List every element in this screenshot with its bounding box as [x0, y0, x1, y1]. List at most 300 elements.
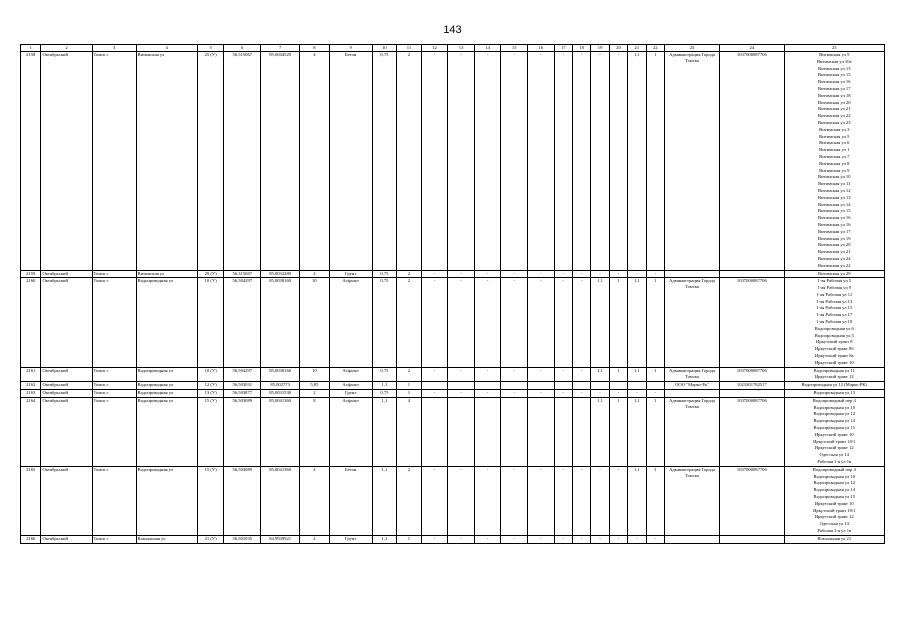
served-house-item: Иркутский тракт 10 [814, 359, 854, 365]
container-sites-table [20, 44, 885, 544]
column-number-cell: 18 [572, 45, 590, 52]
street-cell: Водопроводная ул [136, 382, 197, 390]
c16-cell: - [528, 270, 555, 278]
c20-cell: - [609, 270, 627, 278]
c16-cell: - [528, 367, 555, 382]
area-cell: 4 [300, 52, 330, 271]
house-number-cell: 12 (У) [197, 382, 224, 390]
c21-cell [628, 382, 646, 390]
served-house-item: Иркутский тракт 12 [814, 514, 854, 520]
surface-cell: Грунт [329, 535, 372, 543]
locality-cell: Томск г [92, 270, 136, 278]
c22-cell: - [646, 270, 664, 278]
house-number-cell: 15 (У) [197, 397, 224, 466]
surface-cell: Асфальт [329, 382, 372, 390]
ogrn-cell [720, 535, 784, 543]
column-number-cell: 11 [397, 45, 422, 52]
served-house-item: Витимская ул 16 [818, 79, 851, 85]
c18-cell: - [572, 535, 590, 543]
street-cell: Водопроводная ул [136, 278, 197, 367]
served-house-item: Витимская ул 16 [818, 221, 851, 227]
locality-cell: Томск г [92, 535, 136, 543]
area-cell: 2 [300, 535, 330, 543]
served-house-item: 1-ая Рабочая ул 17 [816, 312, 853, 318]
latitude-cell: 56,503089 [224, 466, 261, 535]
district-cell: Октябрьский [41, 52, 92, 271]
c21-cell: - [628, 270, 646, 278]
latitude-cell: 56,515067 [224, 52, 261, 271]
served-houses-cell [784, 270, 884, 278]
column-number-cell: 2 [41, 45, 92, 52]
row-id-cell: 2162 [21, 382, 41, 390]
c18-cell: - [572, 270, 590, 278]
longitude-cell: 85,0038160 [261, 278, 300, 367]
c20-cell: - [609, 535, 627, 543]
row-id-cell: 2165 [21, 466, 41, 535]
c14-cell [474, 397, 501, 466]
served-house-item: 1-ая Рабочая ул 15 [816, 305, 853, 311]
c20-cell [609, 382, 627, 390]
row-id-cell: 2160 [21, 278, 41, 367]
house-number-cell: 10 (У) [197, 278, 224, 367]
ogrn-cell [720, 390, 784, 398]
served-house-item: Одесская ул 14 [819, 521, 849, 527]
c18-cell [572, 397, 590, 466]
surface-cell: Асфальт [329, 278, 372, 367]
served-house-item: Одесская ул 14 [819, 452, 849, 458]
size-cell: 0,75 [372, 367, 397, 382]
table-row [21, 466, 885, 535]
count-cell: 2 [397, 367, 422, 382]
column-number-cell: 3 [92, 45, 136, 52]
served-house-item: Витимская ул 10а [816, 58, 852, 64]
surface-cell: Грунт [329, 390, 372, 398]
served-house-item: Водопроводная ул 13 [813, 390, 855, 396]
table-row [21, 390, 885, 398]
c18-cell: - [572, 367, 590, 382]
served-house-item: Витимская ул 17 [818, 228, 851, 234]
c12-cell: - [421, 278, 448, 367]
c12-cell: - [421, 535, 448, 543]
c20-cell: - [609, 466, 627, 535]
served-house-item: Витимская ул 19 [818, 235, 851, 241]
c21-cell: 1,1 [628, 466, 646, 535]
latitude-cell: 56,504297 [224, 278, 261, 367]
district-cell: Октябрьский [41, 466, 92, 535]
table-row [21, 535, 885, 543]
c21-cell: - [628, 390, 646, 398]
table-row [21, 270, 885, 278]
served-house-item: Витимская ул 20 [818, 242, 851, 248]
c15-cell: - [501, 278, 528, 367]
longitude-cell: 85,0032280 [261, 270, 300, 278]
served-house-item: Водопроводный пер 4 [812, 397, 856, 403]
district-cell: Октябрьский [41, 270, 92, 278]
c12-cell: - [421, 367, 448, 382]
served-houses-cell [784, 466, 884, 535]
owner-cell: Администрация Города Томска [664, 52, 719, 271]
served-house-item: Иркутский тракт 8б [814, 346, 854, 352]
c22-cell: - [646, 390, 664, 398]
c19-cell: 1,1 [591, 397, 609, 466]
locality-cell: Томск г [92, 382, 136, 390]
c15-cell [501, 382, 528, 390]
c13-cell: - [448, 270, 475, 278]
column-number-cell: 7 [261, 45, 300, 52]
c19-cell: - [591, 270, 609, 278]
served-house-item: 1-ая Рабочая ул 5 [817, 278, 852, 284]
owner-cell: ООО "Марко-Рк" [664, 382, 719, 390]
served-house-item: Иркутский тракт 10 [814, 500, 854, 506]
c21-cell: 1,1 [628, 278, 646, 367]
surface-cell: Бетон [329, 52, 372, 271]
served-house-item: Рабочая 1-я ул 1в [817, 527, 852, 533]
count-cell: 2 [397, 270, 422, 278]
served-house-item: Водопроводная ул 12 [813, 411, 855, 417]
count-cell: 1 [397, 382, 422, 390]
c12-cell: - [421, 390, 448, 398]
served-houses-cell [784, 397, 884, 466]
column-number-cell: 6 [224, 45, 261, 52]
served-house-item: Витимская ул 22 [818, 262, 851, 268]
c22-cell: 1 [646, 397, 664, 466]
street-cell: Водопроводная ул [136, 397, 197, 466]
served-houses-cell [784, 367, 884, 382]
column-number-cell: 14 [474, 45, 501, 52]
longitude-cell: 84,9939921 [261, 535, 300, 543]
district-cell: Октябрьский [41, 367, 92, 382]
c13-cell: - [448, 52, 475, 271]
house-number-cell: 10 (У) [197, 367, 224, 382]
latitude-cell: 56,504297 [224, 367, 261, 382]
area-cell: 4 [300, 466, 330, 535]
owner-cell [664, 270, 719, 278]
row-id-cell: 2164 [21, 397, 41, 466]
row-id-cell: 2166 [21, 535, 41, 543]
served-house-item: Водопроводная ул 15 [813, 425, 855, 431]
street-cell: Водопроводная ул [136, 367, 197, 382]
ogrn-cell: 1037000087706 [720, 367, 784, 382]
c12-cell: - [421, 466, 448, 535]
c17-cell: - [554, 466, 572, 535]
served-house-item: Водопроводная ул 12 [813, 480, 855, 486]
owner-cell: Администрация Города Томска [664, 367, 719, 382]
c14-cell: - [474, 270, 501, 278]
size-cell: 1,1 [372, 535, 397, 543]
page-number: 143 [443, 24, 462, 36]
served-house-item: Витимская ул 20 [818, 99, 851, 105]
served-house-item: Иркутский тракт 8а [815, 353, 854, 359]
served-house-item: Водопроводная ул 14 [813, 487, 855, 493]
row-id-cell: 2161 [21, 367, 41, 382]
c17-cell: - [554, 535, 572, 543]
table-row [21, 278, 885, 367]
size-cell: 0,75 [372, 52, 397, 271]
ogrn-cell: 1037000087706 [720, 52, 784, 271]
c22-cell: 1 [646, 466, 664, 535]
column-number-cell: 17 [554, 45, 572, 52]
c18-cell [572, 382, 590, 390]
c16-cell: - [528, 52, 555, 271]
served-house-item: Витимская ул 9 [819, 52, 850, 57]
longitude-cell: 85,0041360 [261, 397, 300, 466]
c17-cell: - [554, 52, 572, 271]
column-number-row [21, 45, 885, 52]
served-house-item: Иркутский тракт 10/1 [813, 438, 856, 444]
house-number-cell: 21 (У) [197, 535, 224, 543]
house-number-cell: 29 (У) [197, 270, 224, 278]
count-cell: 2 [397, 278, 422, 367]
c20-cell: 1 [609, 397, 627, 466]
count-cell: 1 [397, 535, 422, 543]
size-cell: 0,75 [372, 390, 397, 398]
c18-cell: - [572, 466, 590, 535]
c22-cell: - [646, 535, 664, 543]
longitude-cell: 85,002773 [261, 382, 300, 390]
c17-cell: - [554, 278, 572, 367]
c19-cell: 1,1 [591, 278, 609, 367]
surface-cell: Грунт [329, 270, 372, 278]
c19-cell: - [591, 466, 609, 535]
c19-cell: - [591, 535, 609, 543]
c15-cell: - [501, 270, 528, 278]
district-cell: Октябрьский [41, 390, 92, 398]
c15-cell [501, 397, 528, 466]
c15-cell: - [501, 52, 528, 271]
row-id-cell: 2158 [21, 52, 41, 271]
column-number-cell: 15 [501, 45, 528, 52]
c14-cell: - [474, 466, 501, 535]
served-houses-cell [784, 382, 884, 390]
served-house-item: Витимская ул 16 [818, 215, 851, 221]
served-house-item: Рабочая 1-я ул 1в [817, 459, 852, 465]
c21-cell: - [628, 535, 646, 543]
c15-cell: - [501, 535, 528, 543]
c21-cell: 1,1 [628, 52, 646, 271]
served-house-item: Водопроводная ул 15 [813, 494, 855, 499]
c17-cell: - [554, 270, 572, 278]
c16-cell [528, 382, 555, 390]
c20-cell: - [609, 390, 627, 398]
column-number-cell: 9 [329, 45, 372, 52]
count-cell: 1 [397, 390, 422, 398]
column-number-cell: 10 [372, 45, 397, 52]
served-house-item: Витимская ул 15 [818, 208, 851, 214]
served-house-item: Водопроводная ул 12 (Марко-РК) [801, 382, 868, 388]
served-houses-cell [784, 52, 884, 271]
served-house-item: Витимская ул 23 [818, 119, 851, 125]
c19-cell [591, 382, 609, 390]
served-house-item: Витимская ул 1 [819, 147, 850, 153]
c13-cell: - [448, 390, 475, 398]
row-id-cell: 2159 [21, 270, 41, 278]
served-house-item: Витимская ул 21 [818, 106, 851, 112]
c14-cell [474, 382, 501, 390]
c13-cell [448, 397, 475, 466]
surface-cell: Бетон [329, 466, 372, 535]
ogrn-cell: 1037000087706 [720, 397, 784, 466]
c16-cell: - [528, 535, 555, 543]
locality-cell: Томск г [92, 390, 136, 398]
served-house-item: Витимская ул 18 [818, 92, 851, 98]
c20-cell: - [609, 52, 627, 271]
area-cell: 10 [300, 367, 330, 382]
column-number-cell: 19 [591, 45, 609, 52]
column-number-cell: 8 [300, 45, 330, 52]
district-cell: Октябрьский [41, 397, 92, 466]
table-row [21, 367, 885, 382]
served-house-item: Витимская ул 29 [818, 270, 851, 276]
c13-cell: - [448, 466, 475, 535]
c15-cell: - [501, 390, 528, 398]
table-row [21, 397, 885, 466]
column-number-cell: 5 [197, 45, 224, 52]
street-cell: Вокзальная ул [136, 535, 197, 543]
column-number-cell: 16 [528, 45, 555, 52]
column-number-cell: 23 [664, 45, 719, 52]
latitude-cell: 56,503877 [224, 390, 261, 398]
c18-cell: - [572, 52, 590, 271]
table-row [21, 382, 885, 390]
column-number-cell: 20 [609, 45, 627, 52]
c17-cell: - [554, 390, 572, 398]
c13-cell: - [448, 535, 475, 543]
c16-cell: - [528, 466, 555, 535]
house-number-cell: 15 (У) [197, 466, 224, 535]
served-house-item: Иркутский тракт 10 [814, 431, 854, 437]
size-cell: 1,1 [372, 466, 397, 535]
surface-cell: Асфальт [329, 397, 372, 466]
column-number-cell: 25 [784, 45, 884, 52]
owner-cell [664, 390, 719, 398]
locality-cell: Томск г [92, 367, 136, 382]
area-cell: 2 [300, 390, 330, 398]
served-house-item: Витимская ул 22 [818, 113, 851, 119]
latitude-cell: 56,315067 [224, 270, 261, 278]
c18-cell: - [572, 390, 590, 398]
column-number-cell: 13 [448, 45, 475, 52]
served-house-item: Витимская ул 17 [818, 85, 851, 91]
served-house-item: Витимская ул 21 [818, 249, 851, 255]
served-house-item: Витимская ул 13 [818, 194, 851, 200]
served-house-item: Витимская ул 10 [818, 174, 851, 180]
street-cell: Витимская ул [136, 270, 197, 278]
c13-cell: - [448, 278, 475, 367]
area-cell: 10 [300, 278, 330, 367]
c20-cell: 1 [609, 278, 627, 367]
ogrn-cell: 1023301782517 [720, 382, 784, 390]
served-house-item: Витимская ул 3 [819, 126, 850, 132]
latitude-cell: 56,503089 [224, 397, 261, 466]
latitude-cell: 56,501035 [224, 535, 261, 543]
served-house-item: Водопроводная ул 5 [814, 332, 854, 338]
c22-cell: 1 [646, 367, 664, 382]
column-number-cell: 4 [136, 45, 197, 52]
c12-cell: - [421, 52, 448, 271]
owner-cell: Администрация Города Томска [664, 397, 719, 466]
count-cell: 2 [397, 466, 422, 535]
served-house-item: Витимская ул 11 [818, 181, 851, 187]
served-house-item: 1-ая Рабочая ул 19 [816, 319, 853, 325]
area-cell: 5,85 [300, 382, 330, 390]
locality-cell: Томск г [92, 278, 136, 367]
ogrn-cell [720, 270, 784, 278]
c20-cell: 1 [609, 367, 627, 382]
c14-cell: - [474, 278, 501, 367]
served-house-item: Вокзальная ул 21 [817, 535, 852, 541]
size-cell: 0,75 [372, 278, 397, 367]
c17-cell: - [554, 367, 572, 382]
served-house-item: Водопроводная ул 10 [813, 473, 855, 479]
c14-cell: - [474, 390, 501, 398]
c18-cell: - [572, 278, 590, 367]
c12-cell [421, 397, 448, 466]
c16-cell: - [528, 390, 555, 398]
served-house-item: Витимская ул 5 [819, 133, 850, 139]
served-house-item: Иркутский тракт 12 [814, 445, 854, 451]
served-house-item: Водопроводная ул 6 [814, 325, 854, 331]
served-house-item: Витимская ул 12 [818, 187, 851, 193]
street-cell: Витимская ул [136, 52, 197, 271]
c14-cell: - [474, 52, 501, 271]
c22-cell: 1 [646, 52, 664, 271]
c19-cell: 1,1 [591, 367, 609, 382]
served-houses-cell [784, 390, 884, 398]
latitude-cell: 56,503031 [224, 382, 261, 390]
c17-cell [554, 382, 572, 390]
column-number-cell: 22 [646, 45, 664, 52]
street-cell: Водопроводная ул [136, 390, 197, 398]
served-house-item: 1-ая Рабочая ул 11 [816, 291, 853, 297]
c15-cell: - [501, 466, 528, 535]
served-house-item: Витимская ул 6 [819, 140, 850, 146]
c13-cell: - [448, 367, 475, 382]
longitude-cell: 85,0031530 [261, 390, 300, 398]
district-cell: Октябрьский [41, 535, 92, 543]
area-cell: 8 [300, 397, 330, 466]
count-cell: 4 [397, 397, 422, 466]
house-number-cell: 25 (У) [197, 52, 224, 271]
served-houses-cell [784, 535, 884, 543]
served-house-item: 1-ая Рабочая ул 9 [817, 285, 852, 291]
locality-cell: Томск г [92, 397, 136, 466]
ogrn-cell: 1037000087706 [720, 278, 784, 367]
served-house-item: Витимская ул 8 [819, 160, 850, 166]
ogrn-cell: 1037000087706 [720, 466, 784, 535]
c19-cell: - [591, 390, 609, 398]
served-house-item: Витимская ул 13 [818, 65, 851, 71]
c15-cell: - [501, 367, 528, 382]
size-cell: 1,1 [372, 382, 397, 390]
column-number-cell: 21 [628, 45, 646, 52]
table-body [21, 45, 885, 544]
owner-cell [664, 535, 719, 543]
c16-cell [528, 397, 555, 466]
owner-cell: Администрация Города Томска [664, 466, 719, 535]
size-cell: 0,75 [372, 270, 397, 278]
locality-cell: Томск г [92, 52, 136, 271]
served-houses-cell [784, 278, 884, 367]
longitude-cell: 85,0044529 [261, 52, 300, 271]
served-house-item: Витимская ул 14 [818, 201, 851, 207]
served-house-item: Водопроводная ул 10 [813, 404, 855, 410]
house-number-cell: 13 (У) [197, 390, 224, 398]
c21-cell: 1,1 [628, 397, 646, 466]
c14-cell: - [474, 535, 501, 543]
c12-cell [421, 382, 448, 390]
served-house-item: Иркутский тракт 8 [816, 339, 853, 345]
owner-cell: Администрация Города Томска [664, 278, 719, 367]
